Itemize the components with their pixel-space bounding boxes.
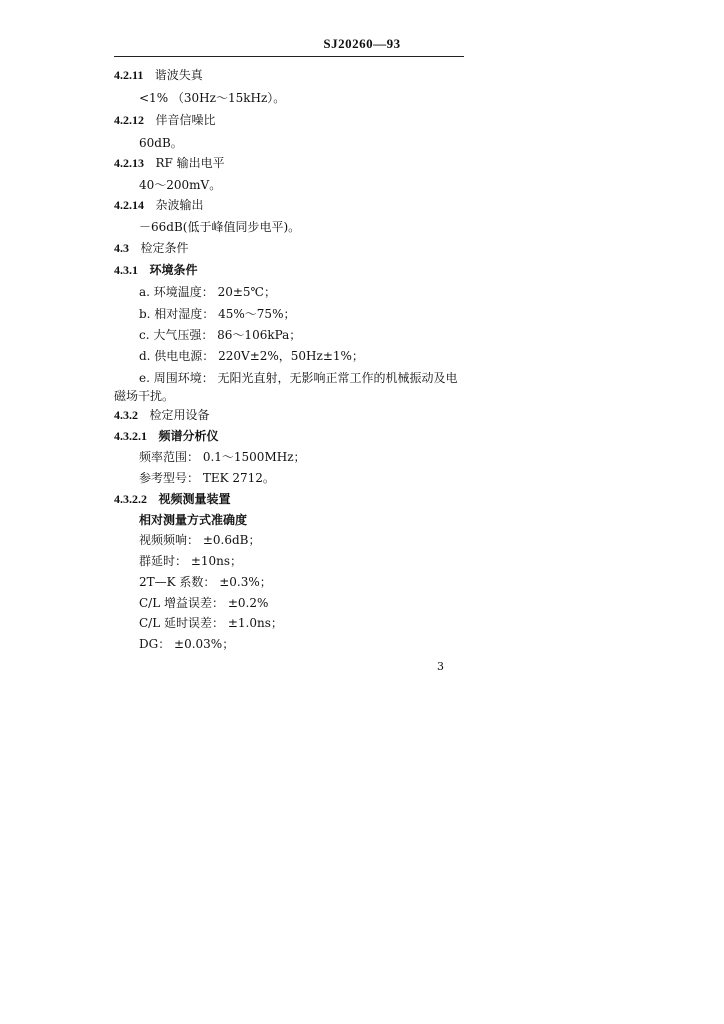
- env-surroundings-cont: 磁场干扰。: [114, 389, 175, 403]
- section-title: 视频测量装置: [158, 492, 231, 506]
- video-cl-gain-error: C/L 增益误差： ±0.2%: [139, 596, 269, 610]
- section-title: 杂波输出: [155, 198, 204, 212]
- spectrum-reference-model: 参考型号： TEK 2712。: [139, 471, 275, 485]
- section-4-2-13-value: 40～200mV。: [139, 178, 222, 192]
- section-number: 4.2.11: [114, 68, 144, 82]
- section-title: RF 输出电平: [155, 156, 225, 170]
- section-4-2-14-heading: [114, 197, 203, 213]
- spectrum-frequency-range: 频率范围： 0.1～1500MHz；: [139, 450, 306, 464]
- section-number: 4.3.2: [114, 408, 138, 422]
- page-number: 3: [437, 660, 444, 673]
- env-power-supply: d. 供电电源： 220V±2%，50Hz±1%；: [139, 349, 364, 363]
- section-4-3-2-1-heading: [114, 428, 218, 444]
- section-4-2-12-value: 60dB。: [139, 136, 183, 150]
- video-2t-k-factor: 2T—K 系数： ±0.3%；: [139, 575, 272, 589]
- env-surroundings: e. 周围环境： 无阳光直射，无影响正常工作的机械振动及电: [139, 371, 458, 385]
- env-pressure: c. 大气压强： 86～106kPa；: [139, 328, 302, 342]
- section-4-3-2-2-heading: [114, 491, 230, 507]
- video-group-delay: 群延时： ±10ns；: [139, 554, 243, 568]
- section-title: 检定用设备: [149, 408, 210, 422]
- env-temperature: a. 环境温度： 20±5℃；: [139, 285, 276, 299]
- section-4-2-13-heading: [114, 155, 225, 171]
- section-4-3-heading: [114, 240, 188, 256]
- env-humidity: b. 相对湿度： 45%～75%；: [139, 307, 296, 321]
- section-title: 环境条件: [149, 263, 198, 277]
- section-4-2-12-heading: [114, 112, 215, 128]
- section-number: 4.2.14: [114, 198, 144, 212]
- section-title: 检定条件: [140, 241, 189, 255]
- section-number: 4.3.1: [114, 263, 138, 277]
- video-cl-delay-error: C/L 延时误差： ±1.0ns；: [139, 616, 283, 630]
- section-4-2-11-value: <1% （30Hz～15kHz）。: [139, 91, 286, 105]
- header-rule: [114, 56, 464, 57]
- section-number: 4.3: [114, 241, 129, 255]
- video-dg: DG： ±0.03%；: [139, 637, 235, 651]
- document-header-code: SJ20260—93: [323, 36, 401, 51]
- video-accuracy-heading: 相对测量方式准确度: [139, 513, 248, 527]
- section-number: 4.2.12: [114, 113, 144, 127]
- section-4-3-1-heading: [114, 262, 197, 278]
- section-title: 伴音信噪比: [155, 113, 216, 127]
- section-4-2-14-value: －66dB(低于峰值同步电平)。: [139, 220, 301, 234]
- section-title: 频谱分析仪: [158, 429, 219, 443]
- section-4-2-11-heading: [114, 67, 203, 83]
- video-frequency-response: 视频频响： ±0.6dB；: [139, 533, 261, 547]
- section-number: 4.2.13: [114, 156, 144, 170]
- section-title: 谐波失真: [154, 68, 203, 82]
- section-number: 4.3.2.1: [114, 429, 147, 443]
- section-number: 4.3.2.2: [114, 492, 147, 506]
- section-4-3-2-heading: [114, 407, 209, 423]
